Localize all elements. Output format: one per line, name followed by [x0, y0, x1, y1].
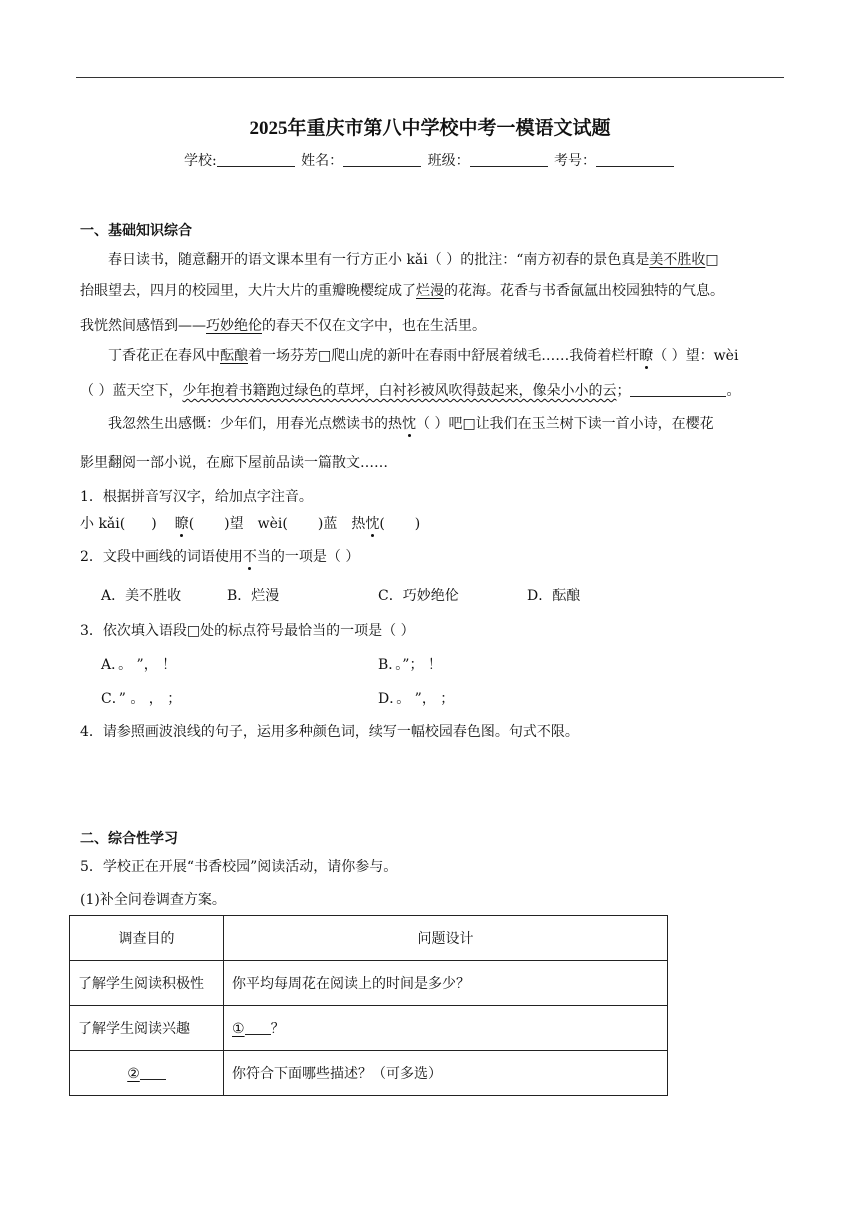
- passage-p1-line1: 春日读书，随意翻开的语文课本里有一行方正小 kǎi（ ）的批注：“南方初春的景色真是美不胜收□: [108, 252, 719, 268]
- question-1-items: 小 kǎi( ) 瞭( )望 wèi( )蓝 热忱( ): [80, 516, 421, 532]
- school-blank[interactable]: [217, 152, 295, 167]
- passage-p3-line2: 影里翻阅一部小说，在廊下屋前品读一篇散文……: [80, 455, 388, 471]
- exam-number-blank[interactable]: [596, 152, 674, 167]
- q2-option-c[interactable]: C．巧妙绝伦: [378, 588, 459, 604]
- q3-option-d[interactable]: D．。 ”， ；: [378, 691, 455, 707]
- section-1-heading: 一、基础知识综合: [80, 223, 192, 239]
- question-5-sub1: (1)补全问卷调查方案。: [80, 892, 226, 908]
- answer-blank-1[interactable]: [245, 1020, 271, 1035]
- section-2-heading: 二、综合性学习: [80, 831, 178, 847]
- underlined-word-qiaomiaojuelun: 巧妙绝伦: [206, 318, 262, 334]
- table-cell: 你符合下面哪些描述？（可多选）: [224, 1051, 668, 1096]
- question-5-prompt: 5．学校正在开展“书香校园”阅读活动，请你参与。: [80, 859, 398, 875]
- class-label: 班级：: [427, 153, 470, 169]
- table-cell: 了解学生阅读积极性: [70, 961, 224, 1006]
- wavy-underlined-sentence: 少年抱着书籍跑过绿色的草坪，白衬衫被风吹得鼓起来，像朵小小的云: [182, 383, 617, 399]
- question-2-prompt: 2．文段中画线的词语使用不当的一项是（ ）: [80, 549, 360, 565]
- table-cell-blank-2[interactable]: [70, 1051, 224, 1096]
- q3-option-c[interactable]: C．” 。 ， ；: [101, 691, 182, 707]
- table-header-purpose: 调查目的: [70, 916, 224, 961]
- question-4-prompt: 4．请参照画波浪线的句子，运用多种颜色词，续写一幅校园春色图。句式不限。: [80, 724, 579, 740]
- answer-blank-2[interactable]: [140, 1065, 166, 1080]
- name-label: 姓名：: [301, 153, 344, 169]
- dotted-char-liao: 瞭: [639, 348, 654, 364]
- exam-title: 2025年重庆市第八中学校中考一模语文试题: [249, 118, 611, 139]
- blank-marker-1: ①: [232, 1021, 245, 1037]
- q3-option-a[interactable]: A．。 ”， ！: [101, 657, 177, 673]
- dotted-char-liao-q1: 瞭: [174, 516, 189, 532]
- passage-p3-line1: 我忽然生出感慨：少年们，用春光点燃读书的热忱（ ）吧□让我们在玉兰树下读一首小诗，在樱花: [108, 416, 714, 432]
- table-row: [70, 1006, 668, 1051]
- table-cell: 你平均每周花在阅读上的时间是多少？: [224, 961, 668, 1006]
- passage-p2-line1: 丁香花正在春风中酝酿着一场芬芳□爬山虎的新叶在春雨中舒展着绒毛……我倚着栏杆瞭（ ）望：wèi: [108, 348, 739, 364]
- table-cell: 了解学生阅读兴趣: [70, 1006, 224, 1051]
- q2-option-b[interactable]: B．烂漫: [227, 588, 280, 604]
- survey-plan-table: [69, 915, 668, 1096]
- table-row: [70, 961, 668, 1006]
- name-blank[interactable]: [343, 152, 421, 167]
- blank-marker-2: ②: [127, 1065, 140, 1082]
- class-blank[interactable]: [470, 152, 548, 167]
- underlined-word-meibushengshou: 美不胜收: [649, 252, 706, 268]
- underlined-word-lanman: 烂漫: [416, 283, 444, 299]
- table-cell-blank-1[interactable]: ① ？: [224, 1006, 668, 1051]
- q2-option-d[interactable]: D．酝酿: [527, 588, 581, 604]
- header-rule: [76, 77, 784, 78]
- dotted-char-bu: 不: [242, 549, 257, 565]
- continuation-blank[interactable]: [630, 382, 726, 397]
- passage-p2-line2: （ ）蓝天空下，少年抱着书籍跑过绿色的草坪，白衬衫被风吹得鼓起来，像朵小小的云； 。: [80, 383, 741, 399]
- passage-p1-line2: 抬眼望去，四月的校园里，大片大片的重瓣晚樱绽成了烂漫的花海。花香与书香氤氲出校园独特的气息。: [80, 283, 724, 299]
- table-row: [70, 1051, 668, 1096]
- question-1-prompt: 1．根据拼音写汉字，给加点字注音。: [80, 489, 313, 505]
- dotted-char-chen: 忱: [402, 416, 416, 432]
- passage-p1-line3: 我恍然间感悟到——巧妙绝伦的春天不仅在文字中，也在生活里。: [80, 318, 486, 334]
- school-label: 学校:: [183, 153, 217, 169]
- exam-number-label: 考号：: [554, 153, 597, 169]
- student-info-line: [0, 150, 860, 170]
- question-3-prompt: 3．依次填入语段□处的标点符号最恰当的一项是（ ）: [80, 623, 415, 639]
- dotted-char-chen-q1: 忱: [365, 516, 380, 532]
- q2-option-a[interactable]: A．美不胜收: [101, 588, 182, 604]
- underlined-word-yunniang: 酝酿: [220, 348, 248, 364]
- table-header-question: 问题设计: [224, 916, 668, 961]
- q3-option-b[interactable]: B．。”； ！: [378, 657, 442, 673]
- table-header-row: [70, 916, 668, 961]
